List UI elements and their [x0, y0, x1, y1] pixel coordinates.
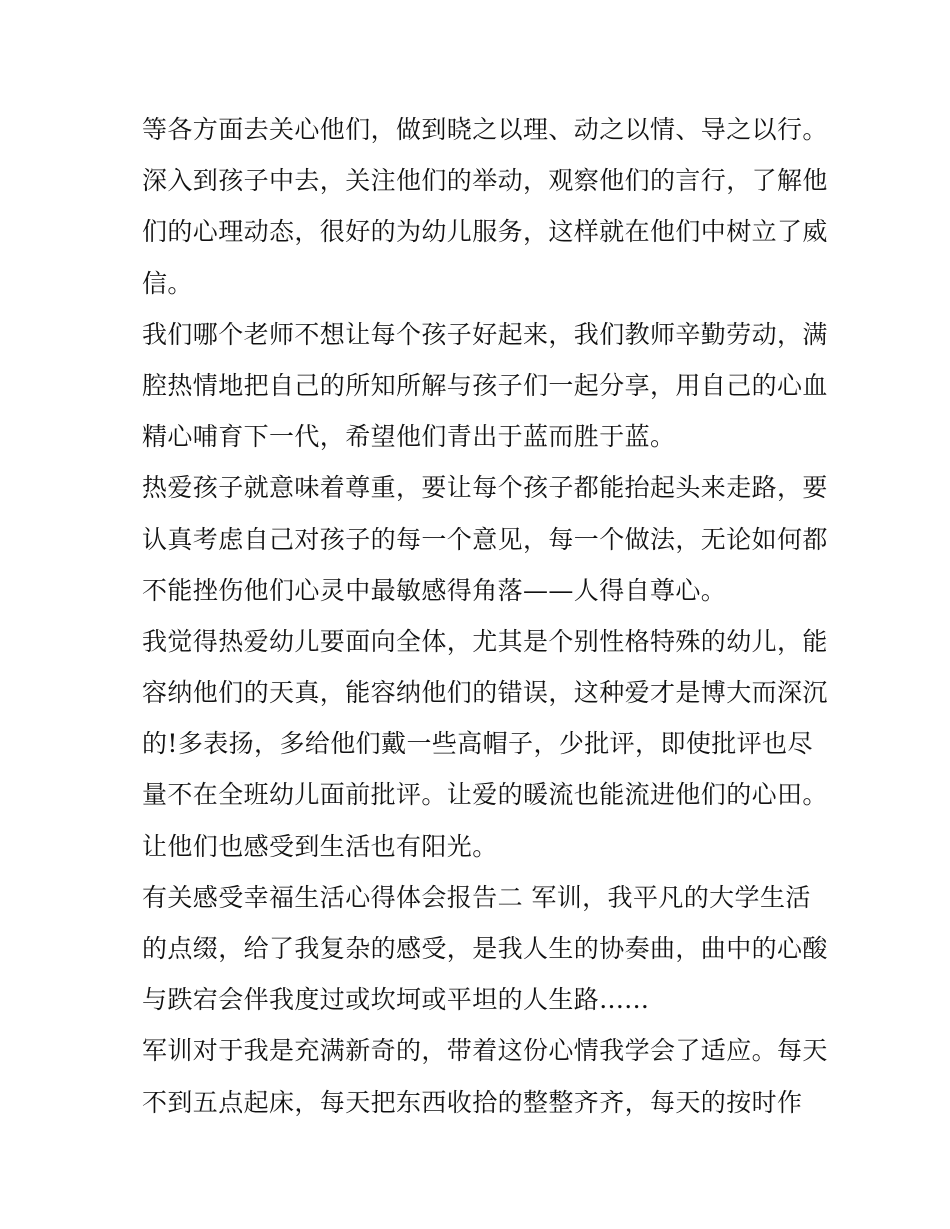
text-line: 腔热情地把自己的所知所解与孩子们一起分享，用自己的心血 [142, 370, 828, 400]
text-line: 们的心理动态，很好的为幼儿服务，这样就在他们中树立了威 [142, 217, 828, 247]
text-line: 的点缀，给了我复杂的感受，是我人生的协奏曲，曲中的心酸 [142, 934, 828, 963]
text-line: 有关感受幸福生活心得体会报告二 军训，我平凡的大学生活 [142, 882, 811, 912]
text-line: 深入到孩子中去，关注他们的举动，观察他们的言行，了解他 [142, 166, 828, 196]
body-text [142, 104, 828, 1128]
text-line: 等各方面去关心他们，做到晓之以理、动之以情、导之以行。 [142, 115, 828, 144]
text-line: 精心哺育下一代，希望他们青出于蓝而胜于蓝。 [142, 422, 676, 452]
text-line: 不能挫伤他们心灵中最敏感得角落——人得自尊心。 [142, 575, 727, 605]
text-line: 的!多表扬，多给他们戴一些高帽子，少批评，即使批评也尽 [142, 729, 813, 759]
text-line: 热爱孩子就意味着尊重，要让每个孩子都能抬起头来走路，要 [142, 473, 828, 503]
text-line: 认真考虑自己对孩子的每一个意见，每一个做法，无论如何都 [142, 524, 828, 554]
text-line: 信。 [142, 268, 193, 298]
text-line: 我们哪个老师不想让每个孩子好起来，我们教师辛勤劳动，满 [142, 319, 828, 349]
text-line: 让他们也感受到生活也有阳光。 [142, 831, 498, 861]
text-line: 与跌宕会伴我度过或坎坷或平坦的人生路...... [142, 985, 650, 1015]
text-line: 量不在全班幼儿面前批评。让爱的暖流也能流进他们的心田。 [142, 780, 828, 810]
text-line: 不到五点起床，每天把东西收拾的整整齐齐，每天的按时作 [142, 1087, 803, 1117]
text-line: 容纳他们的天真，能容纳他们的错误，这种爱才是博大而深沉 [142, 678, 828, 708]
text-line: 军训对于我是充满新奇的，带着这份心情我学会了适应。每天 [142, 1036, 828, 1066]
text-line: 我觉得热爱幼儿要面向全体，尤其是个别性格特殊的幼儿，能 [142, 626, 828, 656]
